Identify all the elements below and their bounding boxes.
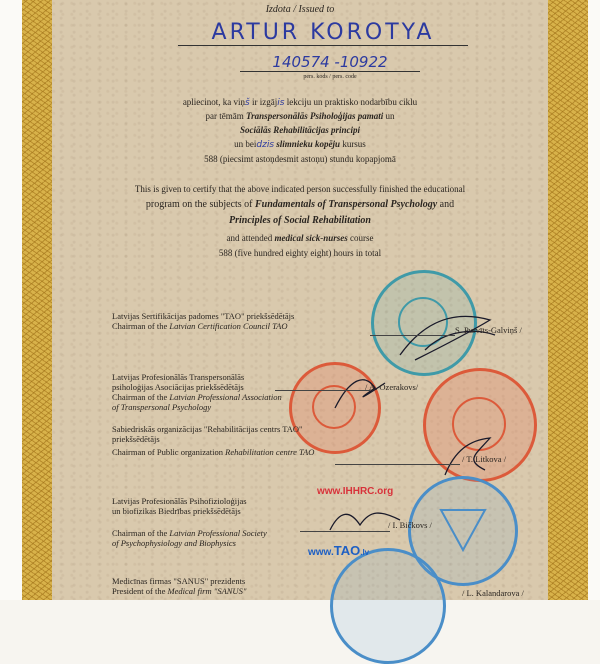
- latvian-line-2: par tēmām Transpersonālās Psiholoģijas pamati un: [205, 111, 395, 121]
- website-tao-link[interactable]: www.TAO.lv: [308, 543, 370, 558]
- ornamental-border-left: [22, 0, 52, 600]
- latvian-line-5: 588 (piecsimt astoņdesmit astoņu) stundu kopapjomā: [204, 154, 396, 164]
- english-line-4: and attended medical sick-nurses course: [226, 233, 374, 243]
- latvian-line-1: apliecinot, ka viņš ir izgājis lekciju un praktisko nodarbību ciklu: [182, 97, 418, 108]
- triangle-icon: [438, 507, 488, 553]
- signatory-3: Sabiedriskās organizācijas "Rehabilitācijas centrs TAO" priekšsēdētājs Chairman of Public organization Rehabilitation centre TAO: [112, 424, 315, 457]
- signatory-1: Latvijas Sertifikācijas padomes "TAO" priekšsēdētājs Chairman of the Latvian Certification Council TAO: [112, 311, 295, 331]
- signatory-5-name: / L. Kalandarova /: [462, 588, 524, 598]
- english-line-5: 588 (five hundred eighty eight) hours in total: [218, 248, 382, 258]
- english-line-3: Principles of Social Rehabilitation: [229, 215, 371, 226]
- english-line-2: program on the subjects of Fundamentals of Transpersonal Psychology and: [145, 199, 455, 210]
- signatory-5: Medicīnas firmas "SANUS" prezidents President of the Medical firm "SANUS": [112, 576, 247, 596]
- recipient-name: ARTUR KOROTYA: [178, 20, 468, 46]
- signatory-4: Latvijas Profesionālās Psihofizioloģijas un biofizikas Biedrības priekšsēdētājs Chairman of the Latvian Professional Society of Psychophysiology and Biophysics: [112, 496, 267, 548]
- website-ihhrc-link[interactable]: www.IHHRC.org: [317, 486, 394, 497]
- signatory-1-name: S. Purvīts-Galviņš /: [455, 325, 522, 335]
- person-code: 140574 -10922: [240, 53, 420, 72]
- signature-scribble-2: [330, 368, 400, 418]
- english-line-1: This is given to certify that the above indicated person successfully finished the educational: [134, 184, 466, 194]
- republic-seal-stamp: [330, 548, 446, 664]
- latvian-line-4: un beidzis slimnieku kopēju kursus: [234, 139, 366, 150]
- signatory-2: Latvijas Profesionālās Transpersonālās psiholoģijas Asociācijas priekšsēdētājs Chairman of the Latvian Professional Association of Transpersonal Psychology: [112, 372, 282, 412]
- issued-to-label: Izdota / Issued to: [265, 4, 335, 15]
- signatory-3-name: / T. Litkova /: [462, 454, 507, 464]
- ornamental-border-right: [548, 0, 588, 600]
- latvian-line-3: Sociālās Rehabilitācijas principi: [239, 125, 360, 135]
- person-code-label: pers. kods / pers. code: [303, 74, 357, 80]
- signatory-2-name: / A. Ozerakovs/: [365, 382, 419, 392]
- signatory-4-name: / I. Bičkovs /: [388, 520, 432, 530]
